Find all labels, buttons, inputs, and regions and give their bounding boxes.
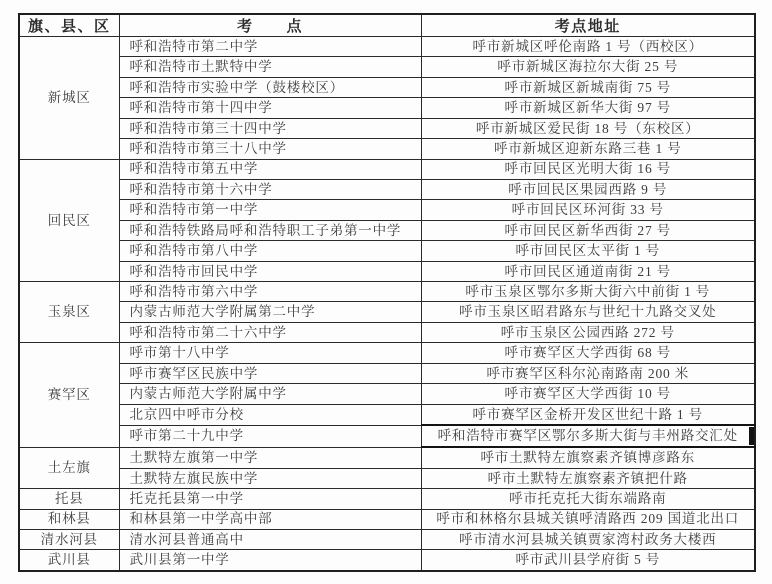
address-cell: 呼市和林格尔县城关镇呼清路西 209 国道北出口 — [421, 509, 755, 529]
table-row — [19, 220, 755, 240]
address-cell: 呼市赛罕区大学西街 68 号 — [421, 343, 755, 363]
school-cell: 呼和浩特市第三十八中学 — [119, 139, 421, 159]
school-cell: 呼和浩特市第十四中学 — [119, 98, 421, 118]
table-row — [19, 57, 755, 77]
school-cell: 呼和浩特市第二十六中学 — [119, 322, 421, 342]
school-cell: 呼和浩特铁路局呼和浩特职工子弟第一中学 — [119, 220, 421, 240]
table-row — [19, 241, 755, 261]
exam-sites-table — [18, 13, 756, 572]
school-cell: 呼市第十八中学 — [119, 343, 421, 363]
school-cell: 呼和浩特市第六中学 — [119, 282, 421, 302]
address-cell: 呼市玉泉区公园西路 272 号 — [421, 322, 755, 342]
table-row — [19, 179, 755, 199]
school-cell: 呼和浩特市实验中学（鼓楼校区） — [119, 77, 421, 97]
school-cell: 呼和浩特市第一中学 — [119, 200, 421, 220]
table-row — [19, 200, 755, 220]
address-cell: 呼市新城区新城南街 75 号 — [421, 77, 755, 97]
table-row — [19, 384, 755, 404]
school-cell: 土默特左旗第一中学 — [119, 447, 421, 468]
address-cell: 呼市武川县学府街 5 号 — [421, 550, 755, 571]
address-cell: 呼市新城区海拉尔大街 25 号 — [421, 57, 755, 77]
table-row — [19, 550, 755, 571]
address-cell: 呼市回民区新华西街 27 号 — [421, 220, 755, 240]
school-cell: 呼和浩特市第十六中学 — [119, 179, 421, 199]
school-cell: 呼和浩特市第五中学 — [119, 159, 421, 179]
address-cell: 呼市玉泉区鄂尔多斯大街六中前街 1 号 — [421, 282, 755, 302]
address-cell: 呼市土默特左旗察素齐镇博彦路东 — [421, 447, 755, 468]
address-cell: 呼市新城区爱民街 18 号（东校区） — [421, 118, 755, 138]
column-header-address: 考点地址 — [421, 14, 755, 37]
school-cell: 和林县第一中学高中部 — [119, 509, 421, 529]
address-cell: 呼市回民区果园西路 9 号 — [421, 179, 755, 199]
address-cell: 呼市清水河县城关镇贾家湾村政务大楼西 — [421, 529, 755, 549]
table-row — [19, 509, 755, 529]
school-cell: 托克托县第一中学 — [119, 489, 421, 509]
table-row — [19, 489, 755, 509]
address-cell: 呼市新城区新华大街 97 号 — [421, 98, 755, 118]
table-row — [19, 77, 755, 97]
school-cell: 呼和浩特市第三十四中学 — [119, 118, 421, 138]
table-row — [19, 98, 755, 118]
column-header-region: 旗、县、区 — [19, 14, 119, 37]
school-cell: 内蒙古师范大学附属第二中学 — [119, 302, 421, 322]
address-cell: 呼市回民区太平街 1 号 — [421, 241, 755, 261]
table-row — [19, 261, 755, 281]
school-cell: 土默特左旗民族中学 — [119, 468, 421, 488]
header-row — [19, 14, 755, 37]
table-row — [19, 159, 755, 179]
address-cell: 呼市托克托大街东端路南 — [421, 489, 755, 509]
region-cell: 新城区 — [19, 37, 119, 160]
table-row — [19, 529, 755, 549]
table-row — [19, 425, 755, 447]
school-cell: 内蒙古师范大学附属中学 — [119, 384, 421, 404]
table-row — [19, 447, 755, 468]
table-row — [19, 322, 755, 342]
region-cell: 托县 — [19, 489, 119, 509]
address-cell: 呼市回民区光明大街 16 号 — [421, 159, 755, 179]
table-row — [19, 404, 755, 425]
table-row — [19, 37, 755, 57]
school-cell: 呼和浩特市第二中学 — [119, 37, 421, 57]
school-cell: 呼市第二十九中学 — [119, 425, 421, 447]
table-row — [19, 302, 755, 322]
address-cell: 呼市新城区呼伦南路 1 号（西校区） — [421, 37, 755, 57]
region-cell: 清水河县 — [19, 529, 119, 549]
school-cell: 呼和浩特市土默特中学 — [119, 57, 421, 77]
address-cell: 呼市回民区通道南街 21 号 — [421, 261, 755, 281]
region-cell: 玉泉区 — [19, 282, 119, 343]
address-cell: 呼市玉泉区昭君路东与世纪十九路交叉处 — [421, 302, 755, 322]
address-cell: 呼市赛罕区金桥开发区世纪十路 1 号 — [421, 404, 755, 425]
address-cell: 呼市赛罕区科尔沁南路南 200 米 — [421, 363, 755, 383]
table-row — [19, 343, 755, 363]
address-cell: 呼和浩特市赛罕区鄂尔多斯大街与丰州路交汇处 — [421, 425, 755, 447]
address-cell: 呼市赛罕区大学西街 10 号 — [421, 384, 755, 404]
school-cell: 呼市赛罕区民族中学 — [119, 363, 421, 383]
school-cell: 呼和浩特市第八中学 — [119, 241, 421, 261]
region-cell: 武川县 — [19, 550, 119, 571]
school-cell: 北京四中呼市分校 — [119, 404, 421, 425]
table-row — [19, 282, 755, 302]
school-cell: 武川县第一中学 — [119, 550, 421, 571]
table-body — [19, 37, 755, 572]
region-cell: 和林县 — [19, 509, 119, 529]
region-cell: 赛罕区 — [19, 343, 119, 447]
region-cell: 回民区 — [19, 159, 119, 282]
table-row — [19, 118, 755, 138]
school-cell: 清水河县普通高中 — [119, 529, 421, 549]
school-cell: 呼和浩特市回民中学 — [119, 261, 421, 281]
table-row — [19, 468, 755, 488]
address-cell: 呼市新城区迎新东路三巷 1 号 — [421, 139, 755, 159]
region-cell: 土左旗 — [19, 447, 119, 489]
column-header-site: 考 点 — [119, 14, 421, 37]
table-row — [19, 139, 755, 159]
address-cell: 呼市回民区环河街 33 号 — [421, 200, 755, 220]
address-cell: 呼市土默特左旗察素齐镇把什路 — [421, 468, 755, 488]
table-row — [19, 363, 755, 383]
